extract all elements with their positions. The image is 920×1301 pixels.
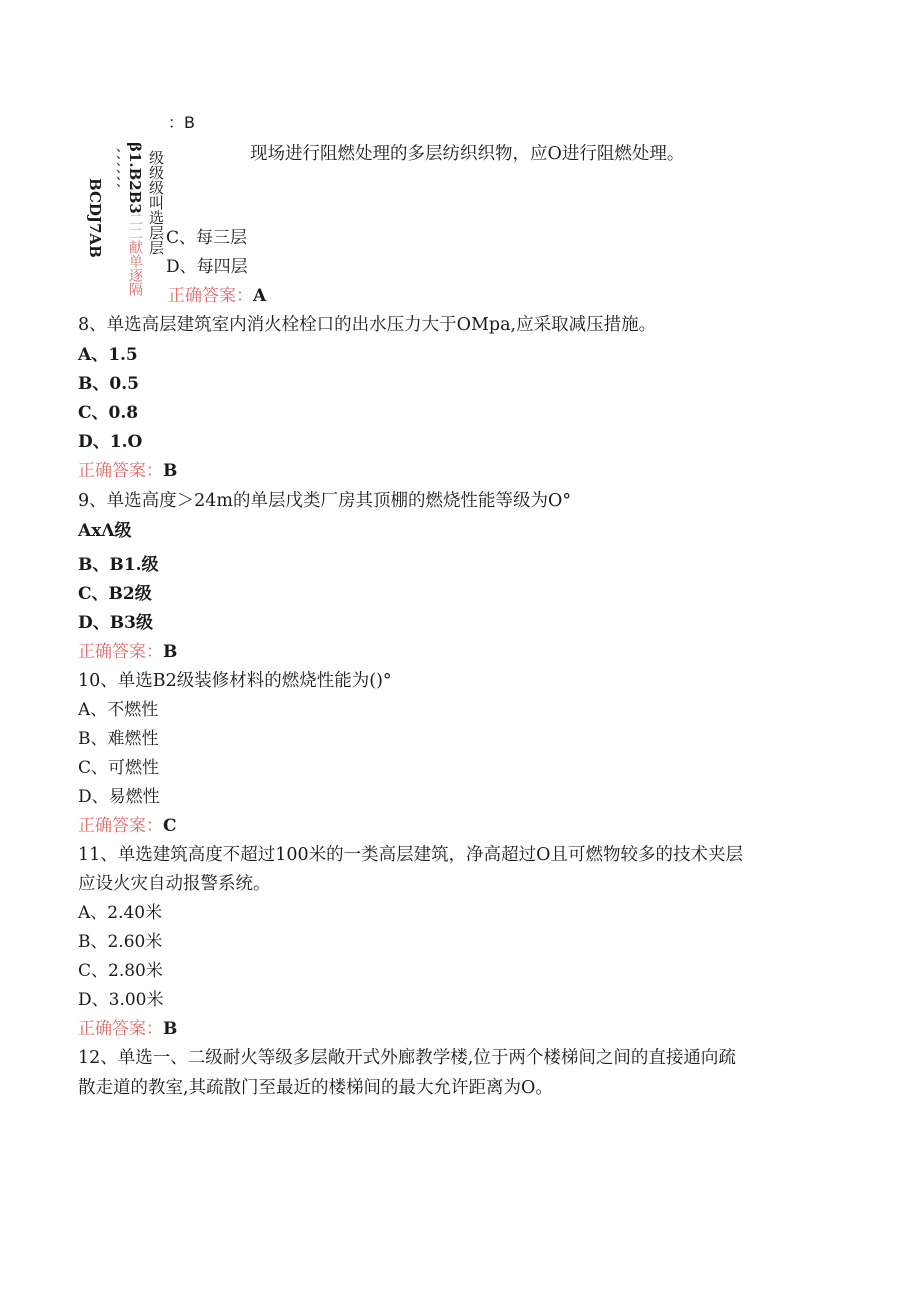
question-9-stem: 9、单选高度＞24m的单层戊类厂房其顶棚的燃烧性能等级为O° — [78, 491, 572, 511]
question-9-option-c: C、B2级 — [78, 584, 152, 604]
question-7-stem: 现场进行阻燃处理的多层纺织织物，应O进行阻燃处理。 — [250, 144, 685, 164]
question-8-option-b: B、0.5 — [78, 374, 139, 394]
answer-label: 正确答案： — [78, 816, 163, 836]
question-7-option-c: C、每三层 — [166, 228, 248, 248]
question-8-option-a: A、1.5 — [78, 345, 138, 365]
question-10-stem: 10、单选B2级装修材料的燃烧性能为()° — [78, 671, 392, 691]
question-10-option-b: B、难燃性 — [78, 729, 159, 749]
question-11-option-d: D、3.00米 — [78, 990, 164, 1010]
question-9-option-a: AxΛ级 — [78, 521, 132, 541]
answer-label: 正确答案： — [78, 461, 163, 481]
question-11-answer — [78, 1021, 177, 1038]
question-10-option-a: A、不燃性 — [78, 700, 159, 720]
fragment-grade-column: β1.B2B3 — [126, 142, 144, 214]
fragment-mid-column: 二二献单逐隔 — [127, 212, 143, 296]
question-8-option-d: D、1.O — [78, 432, 143, 452]
fragment-rotated-letters: BCDJ7AB — [86, 178, 104, 258]
question-10-option-d: D、易燃性 — [78, 787, 160, 807]
question-11-option-b: B、2.60米 — [78, 932, 163, 952]
answer-label: 正确答案： — [78, 1019, 163, 1039]
question-10-answer — [78, 818, 177, 835]
question-11-option-a: A、2.40米 — [78, 903, 163, 923]
question-7-option-d: D、每四层 — [166, 257, 248, 277]
question-8-option-c: C、0.8 — [78, 403, 139, 423]
question-7-answer — [168, 288, 266, 305]
question-9-answer — [78, 644, 177, 661]
question-8-stem: 8、单选高层建筑室内消火栓栓口的出水压力大于OMpa,应采取减压措施。 — [78, 315, 657, 335]
answer-value: C — [163, 816, 177, 836]
question-11-option-c: C、2.80米 — [78, 961, 163, 981]
question-9-option-b: B、B1.级 — [78, 555, 159, 575]
question-8-answer — [78, 463, 177, 480]
question-9-option-d: D、B3级 — [78, 613, 153, 633]
answer-value: A — [253, 286, 267, 306]
question-11-stem-line-1: 11、单选建筑高度不超过100米的一类高层建筑，净高超过O且可燃物较多的技术夹层 — [78, 845, 744, 865]
answer-value: B — [163, 1019, 178, 1039]
answer-label: 正确答案： — [78, 642, 163, 662]
fragment-answer-b: ：B — [168, 113, 195, 132]
answer-value: B — [163, 461, 178, 481]
question-11-stem-line-2: 应设火灾自动报警系统。 — [78, 874, 271, 894]
answer-label: 正确答案： — [168, 286, 253, 306]
answer-value: B — [163, 642, 178, 662]
question-12-stem-line-1: 12、单选一、二级耐火等级多层敞开式外廊教学楼,位于两个楼梯间之间的直接通向疏 — [78, 1048, 736, 1068]
question-12-stem-line-2: 散走道的教室,其疏散门至最近的楼梯间的最大允许距离为O。 — [78, 1078, 553, 1098]
question-10-option-c: C、可燃性 — [78, 758, 160, 778]
fragment-level-column: 级级级叫选层层 — [147, 150, 165, 255]
fragment-dots-column: 、、、、、、 — [105, 148, 121, 197]
